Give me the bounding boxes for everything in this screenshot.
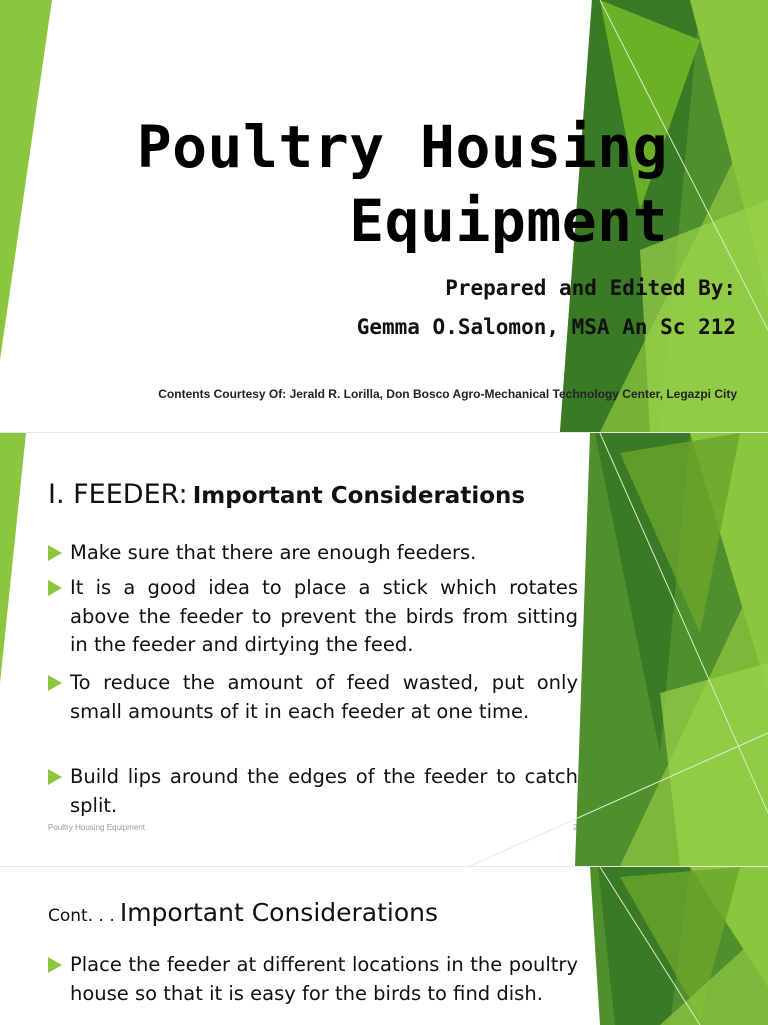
author-name: Gemma O.Salomon, MSA An Sc 212 bbox=[356, 315, 736, 339]
bullet-text: Build lips around the edges of the feeder to catch split. bbox=[70, 765, 578, 817]
heading-main: I. FEEDER: bbox=[48, 479, 188, 510]
bullet-arrow-icon bbox=[48, 545, 62, 561]
bullet-arrow-icon bbox=[48, 957, 62, 973]
bullet-item bbox=[48, 763, 578, 820]
prepared-by-label: Prepared and Edited By: bbox=[445, 276, 736, 300]
page-number: 2 bbox=[573, 823, 578, 832]
bullet-arrow-icon bbox=[48, 769, 62, 785]
slide-heading bbox=[48, 898, 438, 927]
bullet-text: Make sure that there are enough feeders. bbox=[70, 541, 477, 564]
presentation-title bbox=[137, 110, 668, 258]
heading-prefix: Cont. . . bbox=[48, 906, 115, 926]
bullet-item bbox=[48, 669, 578, 726]
bullet-item bbox=[48, 539, 578, 568]
bullet-item bbox=[48, 951, 578, 1008]
heading-main: Important Considerations bbox=[119, 898, 439, 927]
slide-heading bbox=[48, 479, 525, 510]
bullet-arrow-icon bbox=[48, 675, 62, 691]
courtesy-credit: Contents Courtesy Of: Jerald R. Lorilla, Don Bosco Agro-Mechanical Technology Center, Legazpi City bbox=[158, 387, 737, 401]
title-line-1: Poultry Housing bbox=[136, 113, 668, 181]
feeder-slide bbox=[0, 432, 768, 866]
bullet-arrow-icon bbox=[48, 580, 62, 596]
title-line-2: Equipment bbox=[349, 187, 668, 255]
slide-footer: Poultry Housing Equipment bbox=[48, 823, 145, 832]
cont-slide bbox=[0, 866, 768, 1025]
bullet-text: Place the feeder at different locations in the poultry house so that it is easy for the birds to find dish. bbox=[70, 953, 578, 1005]
heading-sub: Important Considerations bbox=[192, 483, 526, 509]
bullet-text: To reduce the amount of feed wasted, put only small amounts of it in each feeder at one time. bbox=[70, 671, 578, 723]
title-slide bbox=[0, 0, 768, 432]
bullet-text: It is a good idea to place a stick which rotates above the feeder to prevent the birds from sitting in the feeder and dirtying the feed. bbox=[70, 576, 578, 656]
bullet-item bbox=[48, 574, 578, 660]
